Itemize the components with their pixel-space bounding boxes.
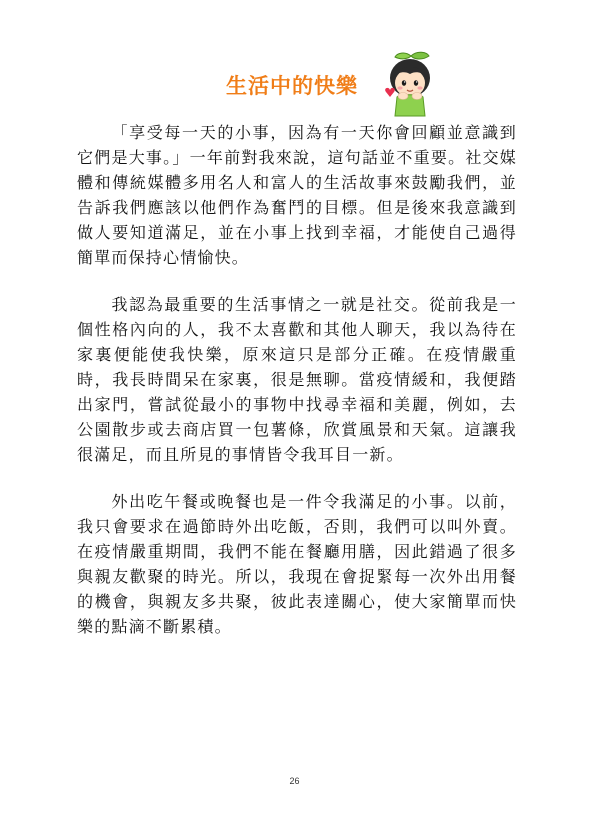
- paragraph: [77, 120, 517, 270]
- paragraph: [77, 292, 517, 467]
- page-header: [0, 50, 589, 122]
- paragraph-text: 我認為最重要的生活事情之一就是社交。從前我是一個性格內向的人，我不太喜歡和其他人聊天，我以為待在家裏便能使我快樂，原來這只是部分正確。在疫情嚴重時，我長時間呆在家裏，很是無聊。當疫情緩和，我便踏出家門，嘗試從最小的事物中找尋幸福和美麗，例如，去公園散步或去商店買一包薯條，欣賞風景和天氣。這讓我很滿足，而且所見的事情皆令我耳目一新。: [77, 295, 517, 464]
- girl-mascot-icon: [381, 50, 439, 118]
- page-title: 生活中的快樂: [226, 74, 358, 98]
- page-number: 26: [289, 776, 300, 786]
- paragraph-text: 「享受每一天的小事，因為有一天你會回顧並意識到它們是大事。」一年前對我來說，這句話並不重要。社交媒體和傳統媒體多用名人和富人的生活故事來鼓勵我們，並告訴我們應該以他們作為奮鬥的目標。但是後來我意識到做人要知道滿足，並在小事上找到幸福，才能使自己過得簡單而保持心情愉快。: [77, 123, 517, 267]
- paragraph: [77, 489, 517, 639]
- article-body: [77, 120, 517, 661]
- paragraph-text: 外出吃午餐或晚餐也是一件令我滿足的小事。以前，我只會要求在過節時外出吃飯，否則，我們可以叫外賣。在疫情嚴重期間，我們不能在餐廳用膳，因此錯過了很多與親友歡聚的時光。所以，我現在會捉緊每一次外出用餐的機會，與親友多共聚，彼此表達關心，使大家簡單而快樂的點滴不斷累積。: [77, 492, 517, 636]
